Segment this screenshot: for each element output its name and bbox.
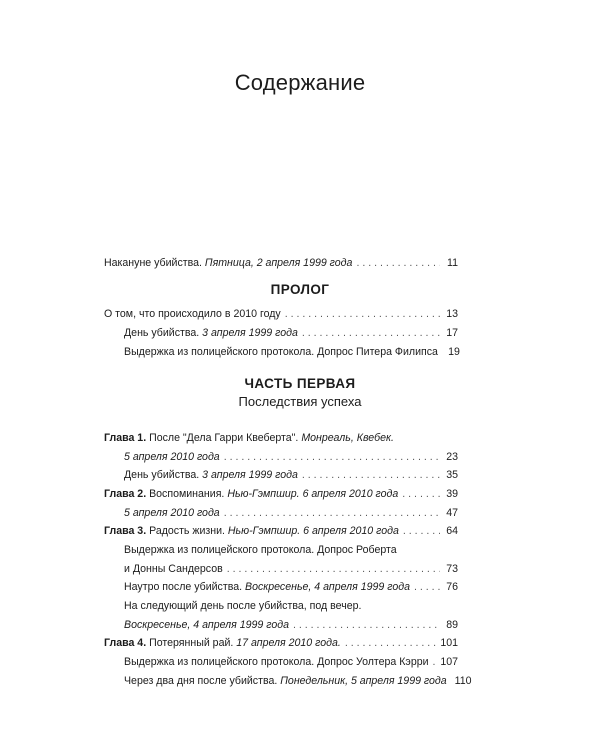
- entry-date: Пятница, 2 апреля 1999 года: [204, 257, 353, 269]
- page-number: 47: [446, 507, 458, 519]
- page-number: 13: [446, 308, 458, 320]
- entry-label: День убийства.: [124, 327, 203, 339]
- entry-date: 3 апреля 1999 года: [202, 469, 298, 481]
- entry-date: Воскресенье, 4 апреля 1999 года: [124, 619, 289, 631]
- dot-leader: [414, 579, 440, 595]
- toc-entry-chapter-4[interactable]: [104, 635, 458, 651]
- entry-date: Нью-Гэмпшир. 6 апреля 2010 года: [227, 525, 399, 537]
- dot-leader: [227, 561, 440, 577]
- dot-leader: [224, 505, 440, 521]
- entry-label: На следующий день после убийства, под вечер.: [124, 600, 362, 612]
- entry-label: Выдержка из полицейского протокола. Допрос Питера Филипса: [124, 346, 438, 358]
- page-number: 89: [446, 619, 458, 631]
- page-number: 64: [446, 525, 458, 537]
- page-number: 23: [446, 451, 458, 463]
- dot-leader: [285, 306, 440, 322]
- entry-label: Радость жизни.: [146, 525, 228, 537]
- section-heading-prologue: ПРОЛОГ: [270, 282, 330, 297]
- entry-label: О том, что происходило в 2010 году: [104, 308, 281, 320]
- entry-label: Выдержка из полицейского протокола. Допрос Уолтера Кэрри: [124, 656, 429, 668]
- toc-entry[interactable]: [124, 325, 458, 341]
- toc-entry[interactable]: [124, 344, 458, 360]
- dot-leader: [402, 486, 440, 502]
- toc-entry[interactable]: [104, 306, 458, 322]
- section-heading-part-one: ЧАСТЬ ПЕРВАЯ: [244, 376, 356, 391]
- entry-date: 3 апреля 1999 года: [202, 327, 298, 339]
- toc-entry[interactable]: [124, 673, 472, 689]
- toc-entry[interactable]: [124, 467, 458, 483]
- toc-entry[interactable]: [124, 449, 458, 465]
- entry-date: Понедельник, 5 апреля 1999 года: [280, 675, 447, 687]
- toc-entry-chapter-1[interactable]: [104, 430, 458, 446]
- entry-label: День убийства.: [124, 469, 203, 481]
- dot-leader: [433, 654, 437, 670]
- chapter-number: Глава 4.: [104, 637, 147, 649]
- toc-entry-prelude[interactable]: [104, 255, 458, 271]
- entry-date: Воскресенье, 4 апреля 1999 года: [245, 581, 410, 593]
- dot-leader: [345, 635, 436, 651]
- entry-label: Наутро после убийства.: [124, 581, 245, 593]
- chapter-number: Глава 3.: [104, 525, 147, 537]
- dot-leader: [403, 523, 440, 539]
- page-number: 35: [446, 469, 458, 481]
- chapter-number: Глава 1.: [104, 432, 147, 444]
- section-subtitle: Последствия успеха: [238, 394, 362, 409]
- entry-label: Накануне убийства.: [104, 257, 205, 269]
- dot-leader: [302, 325, 440, 341]
- toc-entry[interactable]: [124, 598, 458, 614]
- dot-leader: [224, 449, 440, 465]
- entry-label: Воспоминания.: [146, 488, 228, 500]
- toc-entry[interactable]: [124, 579, 458, 595]
- page-number: 39: [446, 488, 458, 500]
- dot-leader: [302, 467, 440, 483]
- dot-leader: [293, 617, 440, 633]
- toc-entry-chapter-3[interactable]: [104, 523, 458, 539]
- entry-label: Через два дня после убийства.: [124, 675, 281, 687]
- entry-label: После "Дела Гарри Квеберта".: [146, 432, 302, 444]
- entry-date: Нью-Гэмпшир. 6 апреля 2010 года: [227, 488, 399, 500]
- page-title: Содержание: [234, 70, 366, 95]
- toc-entry[interactable]: [124, 654, 458, 670]
- entry-label: Потерянный рай.: [146, 637, 237, 649]
- toc-entry[interactable]: [124, 617, 458, 633]
- toc-entry[interactable]: [124, 561, 458, 577]
- page-number: 101: [440, 637, 458, 649]
- entry-date: 5 апреля 2010 года: [124, 451, 220, 463]
- page-number: 110: [454, 675, 472, 687]
- entry-label: Выдержка из полицейского протокола. Допрос Роберта: [124, 544, 397, 556]
- dot-leader: [356, 255, 440, 271]
- toc-entry[interactable]: [124, 542, 458, 558]
- page-number: 11: [447, 257, 458, 269]
- page-number: 107: [440, 656, 458, 668]
- toc-entry[interactable]: [124, 505, 458, 521]
- page-number: 76: [446, 581, 458, 593]
- toc-entry-chapter-2[interactable]: [104, 486, 458, 502]
- entry-date: 17 апреля 2010 года.: [236, 637, 341, 649]
- entry-date: 5 апреля 2010 года: [124, 507, 220, 519]
- page-number: 19: [448, 346, 460, 358]
- page-number: 73: [446, 563, 458, 575]
- entry-place: Монреаль, Квебек.: [301, 432, 394, 444]
- page-number: 17: [446, 327, 458, 339]
- entry-label: и Донны Сандерсов: [124, 563, 223, 575]
- chapter-number: Глава 2.: [104, 488, 147, 500]
